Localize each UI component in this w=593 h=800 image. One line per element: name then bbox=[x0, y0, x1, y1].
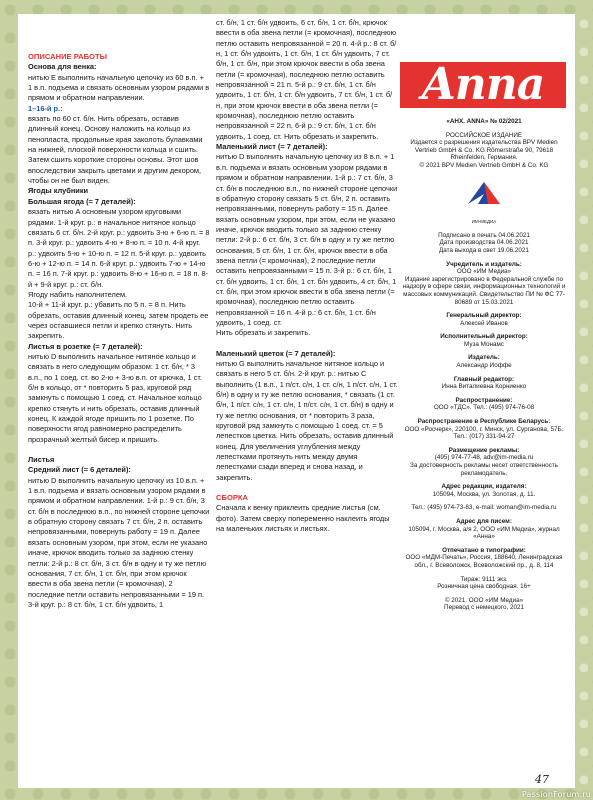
address-label: Адрес редакции, издателя: bbox=[441, 483, 527, 491]
signed-date: Подписано в печать 04.06.2021 bbox=[438, 231, 530, 239]
subheading: Маленький лист (= 7 деталей): bbox=[216, 142, 328, 152]
magazine-page bbox=[18, 14, 575, 788]
belarus-value: ООО «Росчерк», 220100, г. Минск, ул. Сурганова, 57Б. Тел.: (017) 331-94-27 bbox=[404, 425, 564, 441]
mail-value: 105094, г. Москва, а/я 2, ООО «ИМ Медиа», журнал «Анна» bbox=[408, 525, 560, 541]
section-heading: СБОРКА bbox=[216, 493, 249, 503]
belarus-label: Распространение в Республике Беларусь: bbox=[417, 418, 551, 426]
subheading: Ягоды клубники bbox=[28, 186, 89, 196]
paragraph: вязать нитью A основным узором круговыми рядами. 1-й круг. р.: в начальное нитяное кольцо связать 6 ст. б/н. 2-й круг. р.: удвоить 3-ю + 6-ю п. = 8 п. 3-й круг. р.: удвоить 4-ю + 8-ю п. = 10 п. 4-й круг. р.: удвоить 5-ю + 10-ю п. = 12 п. 5-й круг. р.: удвоить 6-ю + 12-ю п. = 14 п. 6-й круг. р.: удвоить 7-ю + 14-ю п. = 16 п. 7-й круг. р.: удвоить 8-ю + 16-ю п. = 18 п. 8-й + 9-й круг. р.: ст. б/н. bbox=[28, 207, 210, 289]
license-text: Издается с разрешения издательства BPV Medien Vertrieb GmbH & Co. KG Römerstraße 90, 79618 Rheinfelden, Германия. bbox=[410, 139, 558, 162]
imprint-column bbox=[400, 59, 568, 612]
watermark: PassionForum.ru bbox=[521, 790, 591, 799]
registration-text: Издание зарегистрировано в Федеральной службе по надзору в сфере связи, информационных технологий и массовых коммуникаций. Свидетельство ПИ № ФС 77-80689 от 15.03.2021 bbox=[402, 275, 566, 306]
edition-label: РОССИЙСКОЕ ИЗДАНИЕ bbox=[445, 131, 523, 139]
chief-editor-value: Инна Виталиевна Корниенко bbox=[441, 383, 527, 391]
paragraph: ст. б/н, 1 ст. б/н удвоить, 6 ст. б/н, 1 ст. б/н, крючок ввести в оба звена петли (= кромочная), последнюю петлю оставить непровязанной = 20 п. 4-й р.: 8 ст. б/н, 1 ст. б/н удвоить, 1 ст. б/н, 1 ст. б/н удвоить, 7 ст. б/н, 1 ст. б/н, при этом крючок ввести в оба звена петли (= кромочная), последнюю петлю оставить непровязанной = 21 п. 5-й р.: 9 ст. б/н, 1 ст. б/н удвоить, 1 ст. б/н, 1 ст. б/н удвоить, 7 ст. б/н, 1 ст. б/н, при этом крючок ввести в оба звена петли (= кромочная), последнюю петлю оставить непровязанной = 22 п. 6-й р.: 9 ст. б/н, 1 ст. б/н удвоить, 1 соед. ст. Нить обрезать и закрепить. bbox=[216, 18, 397, 141]
phone-email: Тел.: (495) 974-73-83, e-mail: woman@im-media.ru bbox=[411, 504, 557, 512]
bpv-copyright: © 2021 BPV Medien Vertrieb GmbH & Co. KG bbox=[419, 161, 549, 169]
paragraph: нитью G выполнить начальное нитяное кольцо и связать в него 5 ст. б/н. 2-й круг. р.: нитью C выполнить (1 в.п., 1 п/ст. с/н, 1 ст. с/н, 1 п/ст. с/н, 1 ст. б/н) в одну и ту же петлю основания, * связать (1 ст. б/н, 1 п/ст. с/н, 1 ст. с/н, 1 п/ст. с/н, 1 ст. б/н) в одну и ту же петлю основания, от * повторить 3 раза, круговой ряд замкнуть с помощью 1 соед. ст. = 5 лепестков цветка. Нить обрезать, оставив длинный конец. Для увеличения углубления между лепестками протянуть нить между двумя лепестками сзади вперед и снова назад, и закрепить. bbox=[216, 359, 398, 482]
ed-label: Исполнительный директор: bbox=[440, 333, 528, 341]
publisher-label: Издатель: bbox=[468, 354, 500, 362]
subheading: Большая ягода (= 7 деталей): bbox=[28, 196, 136, 206]
paragraph: нитью D выполнить начальную цепочку из 10 в.п. + 1 в.п. подъема и вязать основным узором рядами в прямом и обратном направлении. 1-й р.: 9 ст. б/н, 3 ст. б/н в последнюю в.п., по нижней стороне цепочки в обратную сторону связать 7 ст. б/н, 2 п. оставить непровязанными, повернуть работу = 19 п. Далее вязать основным узором, при этом, если не указано иначе, крючок вводить только за заднюю стенку петли: 2-й р.: 8 ст. б/н, 3 ст. б/н в одну и ту же петлю основания, 7 ст. б/н, 1 ст. б/н, при этом крючок ввести в оба звена петли (= кромочная), 2 последние петли оставить непровязанными = 19 п. 3-й круг. р.: 8 ст. б/н, 1 ст. б/н удвоить, 1 bbox=[28, 475, 210, 609]
distribution-label: Распространение: bbox=[455, 396, 513, 404]
release-date: Дата выхода в свет 19.06.2021 bbox=[439, 246, 529, 254]
subheading: 1–16-й р.: bbox=[28, 103, 63, 113]
paragraph: вязать по 60 ст. б/н. Нить обрезать, оставив длинный конец. Основу наложить на кольцо из пенопласта, продольные края заколоть булавками на нижней, плоской поверхности кольца и сшить. Затем сшить короткие стороны основы. Этот шов впоследствии закрыть цветами и другим декором, чтобы он не был виден. bbox=[28, 114, 203, 186]
founder-value: ООО «ИМ Медиа» bbox=[456, 268, 512, 276]
section-heading: ОПИСАНИЕ РАБОТЫ bbox=[28, 52, 108, 61]
ads-label: Размещение рекламы: bbox=[448, 446, 520, 454]
subheading: Средний лист (= 6 деталей): bbox=[28, 465, 131, 475]
address-value: 105094, Москва, ул. Золотая, д. 11. bbox=[432, 490, 536, 498]
translation-note: Перевод с немецкого, 2021 bbox=[444, 604, 524, 612]
im-media-emblem-icon bbox=[464, 174, 504, 214]
copyright: © 2021. ООО «ИМ Медиа» bbox=[444, 596, 524, 604]
ads-value: (495) 974-77-48, adv@im-media.ru bbox=[434, 454, 534, 462]
paragraph: нитью D выполнить начальную цепочку из 8 в.п. + 1 в.п. подъема и вязать основным узором рядами в прямом и обратном направлении. 1-й р.: 7 ст. б/н, 3 ст. б/н в последнюю в.п., по нижней стороне цепочки в обратную сторону связать 5 ст. б/н, 2 п. оставить непровязанными, повернуть работу = 15 п. Далее вязать основным узором, при этом, если не указано иначе, крючок вводить только за заднюю стенку петли: 2-й р.: 6 ст. б/н, 3 ст. б/н в одну и ту же петлю основания, 5 ст. б/н, 1 ст. б/н, крючок ввести в оба звена петли (= кромочная), 2 последние петли оставить непровязанными = 15 п. 3-й р.: 6 ст. б/н, 1 ст. б/н удвоить, 1 ст. б/н, 1 ст. б/н удвоить, 4 ст. б/н, 1 ст. б/н, при этом крючок ввести в оба звена петли (= кромочная), последнюю петлю оставить непровязанной = 16 п. 4-й р.: 6 ст. б/н, 1 ст. б/н удвоить, 1 соед. ст. bbox=[216, 152, 398, 327]
mail-label: Адрес для писем: bbox=[456, 517, 512, 525]
founder-label: Учредитель и издатель: bbox=[446, 260, 522, 268]
anna-logo: Anna bbox=[400, 62, 566, 108]
instructions-column-middle bbox=[216, 18, 398, 535]
spacer bbox=[216, 483, 398, 493]
instructions-column-left bbox=[28, 52, 210, 610]
paragraph: нитью E выполнить начальную цепочку из 60 в.п. + 1 в.п. подъема и связать основным узором рядами в прямом и обратном направлении. bbox=[28, 72, 210, 103]
subheading: Основа для венка: bbox=[28, 62, 97, 72]
gd-label: Генеральный директор: bbox=[446, 312, 522, 320]
gd-value: Алексей Иванов bbox=[460, 319, 508, 327]
paragraph: 10-й + 11-й круг. р.: убавить по 5 п. = 8 п. Нить обрезать, оставив длинный конец, затем продеть ее через оставшиеся петли и крепко стянуть. Нить закрепить. bbox=[28, 300, 209, 341]
distribution-value: ООО «ТДС». Тел.: (495) 974-76-08 bbox=[433, 404, 535, 412]
price-note: Розничная цена свободная. 16+ bbox=[437, 583, 531, 591]
paragraph: Сначала к венку приклеить средние листья (см. фото). Затем сверху попеременно наклеить ягоды на маленьких листьях и листьях. bbox=[216, 503, 390, 534]
publisher-value: Александр Иоффе bbox=[456, 362, 512, 370]
printer-label: Отпечатано в типографии: bbox=[442, 546, 526, 554]
paragraph: Нить обрезать и закрепить. bbox=[216, 328, 311, 338]
printer-value: ООО «МДМ-Печать», Россия, 188640, Ленинградская обл., г. Всеволожск, Всеволожский пр., д. 8, 114 bbox=[405, 554, 563, 569]
emblem-caption: ИМ-МЕДИА bbox=[471, 219, 497, 225]
ed-value: Муза Монамс bbox=[464, 340, 504, 348]
subheading: Листья в розетке (= 7 деталей): bbox=[28, 341, 143, 351]
subheading: Листья bbox=[28, 455, 55, 465]
paragraph: нитью D выполнить начальное нитяное кольцо и связать в него следующим образом: 1 ст. б/н, * 3 в.п., по 1 соед. ст. во 2-ю + 3-ю в.п. от крючка, 1 ст. б/н в кольцо, от * повторить 5 раз, круговой ряд замкнуть с помощью 1 соед. ст. Начальное кольцо крепко стянуть и нить обрезать, оставив длинный конец. К каждой ягоде пришить по 1 розетке. По поверхности ягод равномерно распределить прозрачный желтый бисер и пришить. bbox=[28, 351, 202, 444]
spacer bbox=[216, 339, 398, 349]
ads-note: За достоверность рекламы несет ответственность рекламодатель. bbox=[410, 462, 558, 477]
spacer bbox=[28, 445, 210, 455]
chief-editor-label: Главный редактор: bbox=[453, 375, 515, 383]
issue-number: «АНХ. ANNA» № 02/2021 bbox=[446, 118, 522, 125]
paragraph: Ягоду набить наполнителем. bbox=[28, 289, 128, 299]
subheading: Маленький цветок (= 7 деталей): bbox=[216, 348, 336, 358]
page-number: 47 bbox=[535, 773, 549, 786]
print-run: Тираж: 9111 экз. bbox=[460, 575, 508, 583]
production-date: Дата производства 04.06.2021 bbox=[439, 239, 529, 247]
